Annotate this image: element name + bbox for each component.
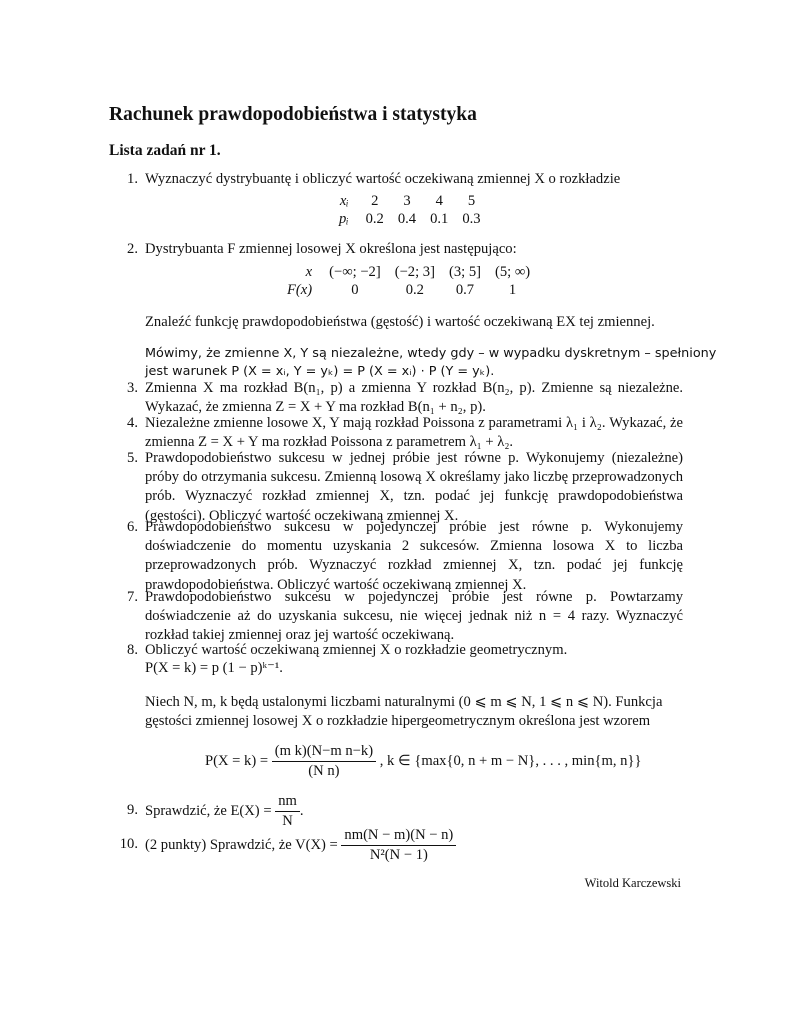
task-4-text: Niezależne zmienne losowe X, Y mają rozkład Poissona z parametrami λ₁ i λ₂. Wykazać, że zmienna Z = X + Y ma rozkład Poissona z parametrem λ₁ + λ₂.: [145, 415, 683, 451]
independence-note-line-1: Mówimy, że zmienne X, Y są niezależne, wtedy gdy – w wypadku dyskretnym – spełniony: [145, 346, 717, 361]
task-10-numerator: nm(N − m)(N − n): [341, 826, 456, 846]
table-cell: 0.3: [462, 211, 481, 227]
task-1-distribution-table: [332, 192, 488, 228]
task-8-number: 8.: [127, 642, 138, 658]
table-cell: (3; 5]: [448, 264, 481, 280]
table-cell: (−∞; −2]: [329, 264, 381, 280]
task-5-number: 5.: [127, 450, 138, 466]
hypergeometric-intro-line-1: Niech N, m, k będą ustalonymi liczbami naturalnymi (0 ⩽ m ⩽ N, 1 ⩽ n ⩽ N). Funkcja: [145, 694, 663, 710]
hypergeometric-intro-line-2: gęstości zmiennej losowej X o rozkładzie hipergeometrycznym określona jest wzorem: [145, 713, 651, 729]
task-2-text: Dystrybuanta F zmiennej losowej X określona jest następująco:: [145, 241, 517, 257]
task-10-fraction: [341, 826, 456, 865]
page-title: Rachunek prawdopodobieństwa i statystyka: [109, 104, 477, 125]
task-1-number: 1.: [127, 171, 138, 187]
task-8-line-2: P(X = k) = p (1 − p)ᵏ⁻¹.: [145, 660, 283, 676]
table-cell: (5; ∞): [495, 264, 531, 280]
task-3-number: 3.: [127, 380, 138, 396]
table-cell: (−2; 3]: [394, 264, 435, 280]
table-cell: 2: [371, 193, 379, 209]
task-2-cdf-table: [280, 263, 537, 299]
row-label-x: xᵢ: [339, 193, 349, 209]
table-cell: 3: [403, 193, 411, 209]
table-cell: 0.7: [455, 282, 475, 298]
table-cell: 5: [467, 193, 476, 209]
formula-rhs: , k ∈ {max{0, n + m − N}, . . . , min{m, n}}: [379, 752, 642, 769]
task-1-text: Wyznaczyć dystrybuantę i obliczyć wartość oczekiwaną zmiennej X o rozkładzie: [145, 171, 621, 187]
table-cell: 1: [508, 282, 517, 298]
table-cell: 0.4: [397, 211, 417, 227]
task-9-suffix: .: [299, 802, 304, 819]
list-subtitle: Lista zadań nr 1.: [109, 142, 221, 159]
row-label-p: pᵢ: [339, 211, 349, 227]
row-label-f: F(x): [287, 282, 313, 298]
task-5-text: Prawdopodobieństwo sukcesu w jednej próbie jest równe p. Wykonujemy (niezależne) próby do otrzymania sukcesu. Zmienną losową X określamy jako liczbę przeprowadzonych prób. Wyznaczyć rozkład zmiennej X, tzn. podać jej funkcję prawdopodobieństwa (gęstości). Obliczyć wartość oczekiwaną zmiennej X.: [145, 450, 683, 524]
independence-note-line-2: jest warunek P (X = xᵢ, Y = yₖ) = P (X = xᵢ) · P (Y = yₖ).: [145, 364, 495, 379]
task-7-number: 7.: [127, 589, 138, 605]
formula-lhs: P(X = k) =: [205, 752, 269, 769]
table-cell: 0.2: [405, 282, 424, 298]
table-cell: 0.1: [430, 211, 449, 227]
hypergeometric-formula: [205, 742, 641, 781]
task-8-line-1: Obliczyć wartość oczekiwaną zmiennej X o rozkładzie geometrycznym.: [145, 642, 568, 658]
author-signature: Witold Karczewski: [584, 876, 681, 890]
task-6-text: Prawdopodobieństwo sukcesu w pojedynczej próbie jest równe p. Wykonujemy doświadczenie do momentu uzyskania 2 sukcesów. Zmienna losowa X to liczba przeprowadzonych prób. Wyznaczyć rozkład zmiennej X, tzn. podać jej funkcję prawdopodobieństwa. Obliczyć wartość oczekiwaną zmiennej X.: [145, 519, 683, 593]
formula-numerator: (m k)(N−m n−k): [272, 742, 376, 762]
table-cell: 0.2: [365, 211, 384, 227]
table-row: [280, 263, 537, 281]
formula-fraction: [272, 742, 376, 781]
table-cell: 0: [351, 282, 359, 298]
task-10-denominator: N²(N − 1): [369, 847, 428, 863]
task-4-number: 4.: [127, 415, 138, 431]
table-row: [332, 192, 488, 210]
task-7-text: Prawdopodobieństwo sukcesu w pojedynczej próbie jest równe p. Powtarzamy doświadczenie aż do uzyskania sukcesu, nie więcej jednak niż n = 4 razy. Wyznaczyć rozkład takiej zmiennej oraz jej wartość oczekiwaną.: [145, 589, 683, 644]
task-3-text: Zmienna X ma rozkład B(n₁, p) a zmienna Y rozkład B(n₂, p). Zmienne są niezależne. Wykazać, że zmienna Z = X + Y ma rozkład B(n₁ + n₂, p).: [145, 380, 683, 416]
task-9-number: 9.: [127, 802, 138, 818]
task-10-number: 10.: [119, 836, 138, 852]
task-10-text: [145, 826, 456, 865]
task-10-prefix: (2 punkty) Sprawdzić, że V(X) =: [145, 836, 338, 853]
task-9-denominator: N: [282, 813, 293, 829]
table-row: [332, 210, 488, 228]
task-9-prefix: Sprawdzić, że E(X) =: [145, 802, 272, 819]
table-row: [280, 281, 537, 299]
task-2-followup: Znaleźć funkcję prawdopodobieństwa (gęstość) i wartość oczekiwaną EX tej zmiennej.: [145, 314, 655, 330]
table-cell: 4: [435, 193, 443, 209]
task-9-numerator: nm: [275, 792, 300, 812]
formula-denominator: (N n): [308, 763, 340, 779]
task-2-number: 2.: [127, 241, 138, 257]
row-label-x: x: [305, 264, 313, 280]
task-6-number: 6.: [127, 519, 138, 535]
